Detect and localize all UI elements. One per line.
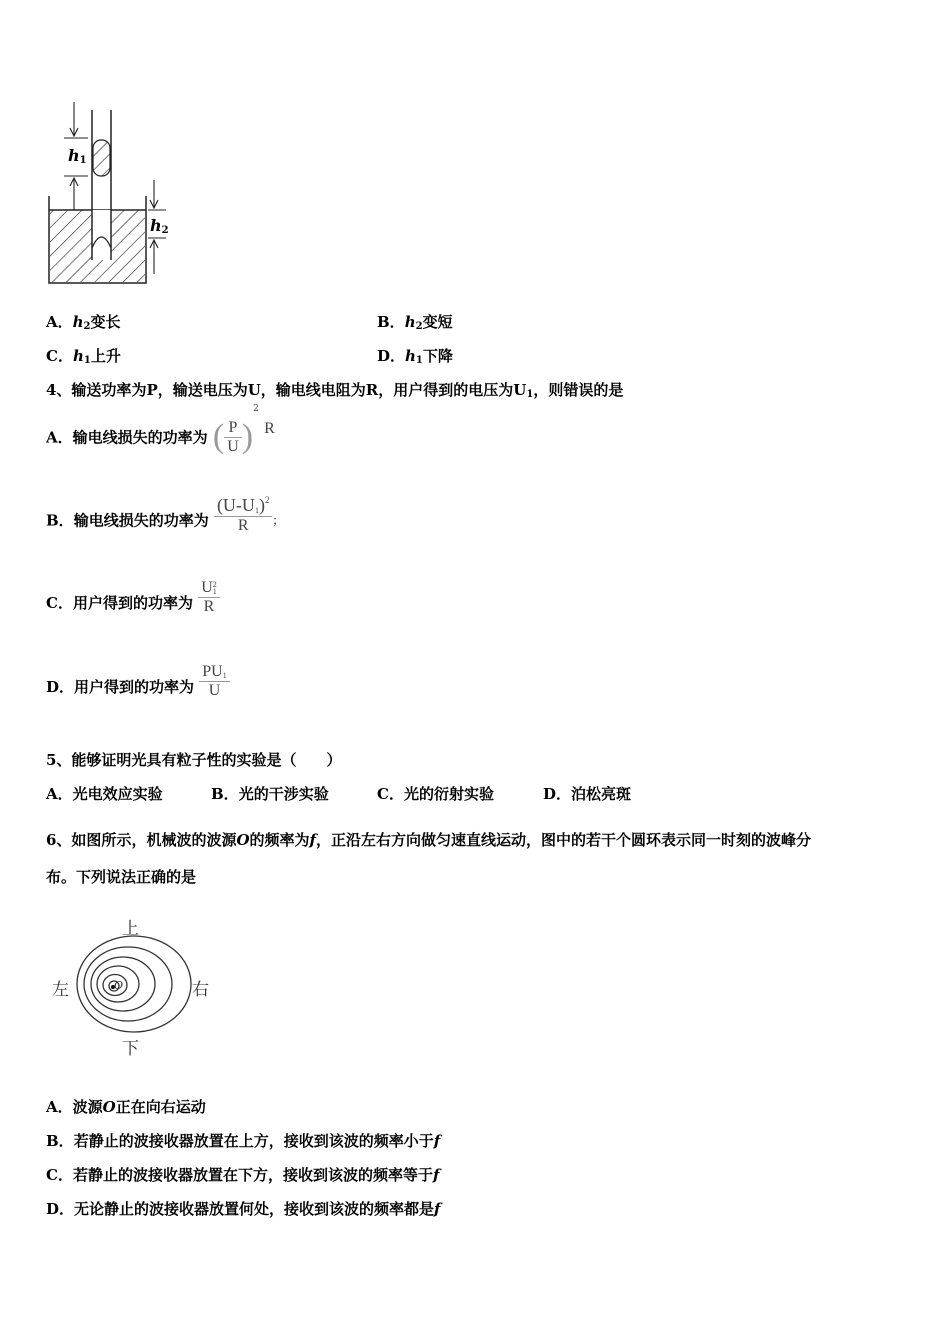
wave-label-down: 下	[122, 1039, 139, 1059]
q6-option-a[interactable]: A．波源O正在向右运动	[46, 1098, 206, 1116]
h2-label: $h_2$	[150, 216, 169, 236]
q6-stem-line2: 布。下列说法正确的是	[46, 868, 197, 886]
q6-option-b[interactable]: B．若静止的波接收器放置在上方，接收到该波的频率小于f	[46, 1132, 441, 1150]
tube-diagram	[40, 96, 180, 288]
q4-option-b[interactable]: B．输电线损失的功率为 $\frac{(U-U_1)^2}{R}$ ；	[46, 495, 284, 534]
q3-option-d[interactable]: D．$h_1$下降	[377, 347, 453, 366]
q5-option-b[interactable]: B．光的干涉实验	[211, 785, 329, 803]
q6-option-c[interactable]: C．若静止的波接收器放置在下方，接收到该波的频率等于f	[46, 1166, 440, 1184]
q4-option-a[interactable]: A．输电线损失的功率为 ( $\frac{P}{U}$ )$^2$ R	[46, 404, 275, 455]
wave-label-up: 上	[122, 919, 139, 939]
q3-option-a[interactable]: A．$h_2$变长	[46, 313, 121, 332]
q5-option-c[interactable]: C．光的衍射实验	[377, 785, 494, 803]
q5-stem: 5、能够证明光具有粒子性的实验是（ ）	[46, 751, 342, 769]
wave-source-label: O	[114, 979, 124, 992]
wave-diagram	[72, 932, 196, 1036]
q3-option-c[interactable]: C．$h_1$上升	[46, 347, 121, 366]
q4-option-d[interactable]: D．用户得到的功率为 $\frac{PU_1}{U}$	[46, 668, 230, 705]
q5-option-d[interactable]: D．泊松亮斑	[543, 785, 632, 803]
q6-stem-line1: 6、如图所示，机械波的波源O的频率为f，正沿左右方向做匀速直线运动，图中的若干个圆环表示同一时刻的波峰分	[46, 831, 812, 849]
q4-option-c[interactable]: C．用户得到的功率为 U 2 1 R	[46, 584, 220, 621]
h1-label: $h_1$	[68, 146, 87, 166]
q3-option-b[interactable]: B．$h_2$变短	[377, 313, 453, 332]
q6-option-d[interactable]: D．无论静止的波接收器放置何处，接收到该波的频率都是f	[46, 1200, 441, 1218]
q4-stem: 4、输送功率为P，输送电压为U，输电线电阻为R，用户得到的电压为$U_1$，则错误的是	[46, 381, 624, 400]
wave-label-left: 左	[52, 980, 69, 1000]
wave-label-right: 右	[192, 980, 209, 1000]
q5-option-a[interactable]: A．光电效应实验	[46, 785, 163, 803]
